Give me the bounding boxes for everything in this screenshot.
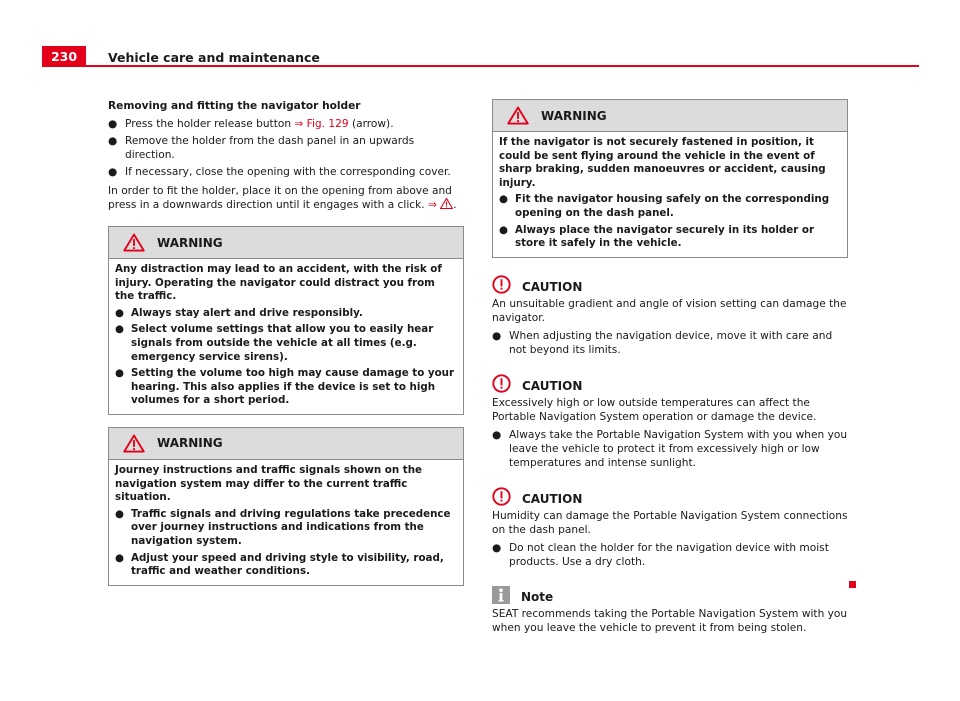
figure-link[interactable]: ⇒ Fig. 129	[294, 118, 349, 130]
bullet-text: Press the holder release button	[125, 118, 295, 130]
bullet-text: Fit the navigator housing safely on the corresponding opening on the dash panel.	[515, 193, 830, 219]
warning-intro: Any distraction may lead to an accident, with the risk of injury. Operating the navigator could distract you from the traffic.	[115, 263, 442, 303]
warning-triangle-icon	[123, 233, 145, 252]
warning-header	[493, 100, 847, 132]
bullet-text: If necessary, close the opening with the corresponding cover.	[125, 166, 451, 178]
section-title: Removing and fitting the navigator holder	[108, 100, 361, 112]
page-number: 230	[42, 46, 86, 67]
bullet-text: Do not clean the holder for the navigation device with moist products. Use a dry cloth.	[509, 541, 829, 568]
warning-intro: Journey instructions and traffic signals shown on the navigation system may differ to the current traffic situation.	[115, 463, 423, 504]
right-column	[492, 99, 848, 639]
list-item	[115, 508, 457, 549]
reference-arrow: ⇒	[427, 199, 437, 211]
list-item	[499, 193, 841, 220]
caution-header	[492, 374, 848, 393]
list-item	[499, 224, 841, 251]
warning-body	[493, 132, 847, 257]
caution-circle-icon	[492, 487, 511, 506]
note-heading: Note	[521, 589, 554, 604]
warning-triangle-icon	[123, 434, 145, 453]
warning-triangle-icon	[507, 106, 529, 125]
warning-box	[108, 226, 464, 415]
warning-heading: WARNING	[157, 436, 223, 451]
bullet-text: Traffic signals and driving regulations take precedence over journey instructions and indications from the navigation system.	[131, 507, 451, 547]
bullet-icon: ●	[492, 428, 502, 441]
bullet-text: Always place the navigator securely in its holder or store it safely in the vehicle.	[515, 223, 815, 250]
fitting-paragraph: In order to fit the holder, place it on the opening from above and press in a downwards direction until it engages with a click. ⇒ .	[108, 185, 457, 211]
bullet-icon: ●	[115, 323, 124, 336]
chapter-title: Vehicle care and maintenance	[108, 50, 320, 65]
list-item	[115, 323, 457, 364]
warning-intro: If the navigator is not securely fastened in position, it could be sent flying around the vehicle in the event of sharp braking, sudden manoeuvres or accident, causing injury.	[499, 136, 826, 189]
caution-circle-icon	[492, 275, 511, 294]
caution-text: Humidity can damage the Portable Navigation System connections on the dash panel.	[492, 509, 848, 536]
note-info-icon	[492, 586, 510, 604]
bullet-text: Remove the holder from the dash panel in an upwards direction.	[125, 135, 415, 161]
bullet-text: Always take the Portable Navigation System with you when you leave the vehicle to protect it from excessively high or low temperatures and intense sunlight.	[509, 428, 848, 469]
left-column	[108, 99, 464, 586]
bullet-text: Adjust your speed and driving style to visibility, road, traffic and weather conditions.	[131, 551, 444, 578]
list-item	[492, 541, 848, 569]
warning-header	[109, 227, 463, 259]
note-header	[492, 586, 848, 604]
caution-header	[492, 487, 848, 506]
caution-text: Excessively high or low outside temperatures can affect the Portable Navigation System operation or damage the device.	[492, 396, 817, 423]
paragraph-text: In order to fit the holder, place it on the opening from above and press in a downwards direction until it engages with a click.	[108, 185, 452, 211]
bullet-icon: ●	[108, 166, 118, 178]
bullet-text: Always stay alert and drive responsibly.	[131, 306, 363, 319]
list-item	[492, 428, 848, 470]
bullet-icon: ●	[115, 306, 124, 319]
bullet-icon: ●	[108, 118, 118, 130]
bullet-text-after: (arrow).	[348, 118, 394, 130]
caution-text: An unsuitable gradient and angle of vision setting can damage the navigator.	[492, 297, 847, 324]
caution-header	[492, 275, 848, 294]
bullet-icon: ●	[492, 541, 502, 554]
bullet-icon: ●	[115, 367, 124, 380]
bullet-text: Select volume settings that allow you to easily hear signals from outside the vehicle at all times (e.g. emergency service sirens).	[131, 323, 434, 363]
warning-reference-link[interactable]	[428, 199, 453, 211]
bullet-icon: ●	[492, 329, 502, 342]
list-item	[115, 307, 457, 321]
warning-body	[109, 460, 463, 585]
bullet-icon: ●	[499, 193, 508, 206]
list-item	[115, 552, 457, 579]
caution-heading: CAUTION	[522, 279, 583, 294]
header-divider	[42, 65, 919, 67]
warning-heading: WARNING	[541, 108, 607, 123]
warning-body	[109, 259, 463, 414]
bullet-icon: ●	[115, 551, 124, 564]
list-item	[108, 117, 464, 131]
bullet-icon: ●	[115, 507, 124, 520]
caution-heading: CAUTION	[522, 378, 583, 393]
bullet-text: Setting the volume too high may cause damage to your hearing. This also applies if the device is set to high volumes for a short period.	[131, 367, 455, 407]
bullet-text: When adjusting the navigation device, move it with care and not beyond its limits.	[509, 329, 833, 356]
warning-heading: WARNING	[157, 235, 223, 250]
list-item	[108, 165, 464, 179]
caution-heading: CAUTION	[522, 491, 583, 506]
warning-box	[492, 99, 848, 258]
bullet-icon: ●	[108, 135, 118, 147]
note-text: SEAT recommends taking the Portable Navigation System with you when you leave the vehicle to prevent it from being stolen.	[492, 607, 848, 634]
bullet-icon: ●	[499, 223, 508, 236]
warning-triangle-icon	[440, 198, 453, 209]
warning-box	[108, 427, 464, 586]
section-end-marker	[849, 581, 856, 588]
warning-header	[109, 428, 463, 460]
caution-circle-icon	[492, 374, 511, 393]
list-item	[115, 367, 457, 408]
list-item	[108, 134, 464, 162]
list-item	[492, 329, 848, 357]
